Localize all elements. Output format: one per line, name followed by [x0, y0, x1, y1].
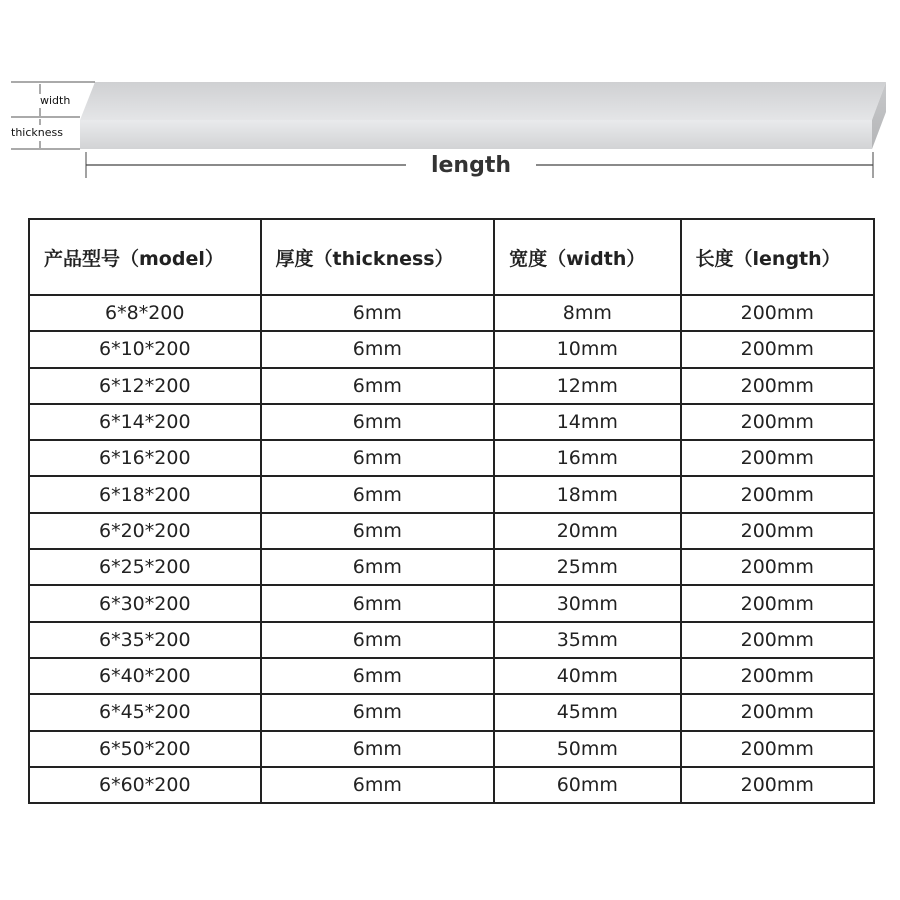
cell-width: 10mm	[494, 331, 680, 367]
cell-length: 200mm	[681, 731, 874, 767]
bar-top-face	[80, 82, 886, 120]
dimension-diagram	[0, 0, 900, 200]
cell-model: 6*12*200	[29, 368, 261, 404]
bar-front-face	[80, 120, 872, 149]
cell-width: 25mm	[494, 549, 680, 585]
cell-model: 6*45*200	[29, 694, 261, 730]
table-row	[29, 622, 874, 658]
cell-width: 45mm	[494, 694, 680, 730]
cell-length: 200mm	[681, 767, 874, 803]
cell-thickness: 6mm	[261, 731, 495, 767]
cell-model: 6*50*200	[29, 731, 261, 767]
table-row	[29, 658, 874, 694]
cell-width: 50mm	[494, 731, 680, 767]
cell-model: 6*40*200	[29, 658, 261, 694]
cell-thickness: 6mm	[261, 476, 495, 512]
cell-model: 6*18*200	[29, 476, 261, 512]
width-label: width	[40, 94, 71, 107]
cell-thickness: 6mm	[261, 295, 495, 331]
length-label: length	[406, 153, 536, 179]
cell-width: 35mm	[494, 622, 680, 658]
cell-thickness: 6mm	[261, 368, 495, 404]
table-row	[29, 767, 874, 803]
cell-thickness: 6mm	[261, 404, 495, 440]
table-row	[29, 368, 874, 404]
table-row	[29, 731, 874, 767]
cell-width: 16mm	[494, 440, 680, 476]
cell-length: 200mm	[681, 440, 874, 476]
cell-thickness: 6mm	[261, 767, 495, 803]
cell-thickness: 6mm	[261, 658, 495, 694]
table-row	[29, 549, 874, 585]
cell-length: 200mm	[681, 585, 874, 621]
cell-width: 30mm	[494, 585, 680, 621]
cell-thickness: 6mm	[261, 440, 495, 476]
cell-model: 6*16*200	[29, 440, 261, 476]
header-width: 宽度（width）	[494, 219, 680, 295]
table-row	[29, 694, 874, 730]
cell-model: 6*14*200	[29, 404, 261, 440]
cell-length: 200mm	[681, 404, 874, 440]
table-row	[29, 585, 874, 621]
cell-length: 200mm	[681, 658, 874, 694]
cell-length: 200mm	[681, 513, 874, 549]
cell-width: 60mm	[494, 767, 680, 803]
cell-width: 14mm	[494, 404, 680, 440]
table-row	[29, 476, 874, 512]
header-model: 产品型号（model）	[29, 219, 261, 295]
table-body	[29, 295, 874, 803]
table-row	[29, 440, 874, 476]
cell-model: 6*10*200	[29, 331, 261, 367]
table-row	[29, 513, 874, 549]
thickness-label: thickness	[11, 126, 63, 139]
cell-length: 200mm	[681, 622, 874, 658]
cell-model: 6*35*200	[29, 622, 261, 658]
spec-table	[28, 218, 875, 804]
cell-length: 200mm	[681, 331, 874, 367]
cell-model: 6*60*200	[29, 767, 261, 803]
cell-length: 200mm	[681, 368, 874, 404]
cell-width: 20mm	[494, 513, 680, 549]
cell-model: 6*8*200	[29, 295, 261, 331]
table-row	[29, 295, 874, 331]
cell-model: 6*25*200	[29, 549, 261, 585]
cell-width: 40mm	[494, 658, 680, 694]
table-row	[29, 404, 874, 440]
table-row	[29, 331, 874, 367]
cell-length: 200mm	[681, 549, 874, 585]
header-length: 长度（length）	[681, 219, 874, 295]
cell-thickness: 6mm	[261, 585, 495, 621]
cell-width: 8mm	[494, 295, 680, 331]
cell-thickness: 6mm	[261, 513, 495, 549]
cell-length: 200mm	[681, 476, 874, 512]
cell-length: 200mm	[681, 694, 874, 730]
cell-width: 12mm	[494, 368, 680, 404]
cell-width: 18mm	[494, 476, 680, 512]
cell-model: 6*20*200	[29, 513, 261, 549]
cell-model: 6*30*200	[29, 585, 261, 621]
cell-thickness: 6mm	[261, 549, 495, 585]
header-thickness: 厚度（thickness）	[261, 219, 495, 295]
cell-thickness: 6mm	[261, 331, 495, 367]
cell-thickness: 6mm	[261, 622, 495, 658]
table-header-row	[29, 219, 874, 295]
cell-thickness: 6mm	[261, 694, 495, 730]
cell-length: 200mm	[681, 295, 874, 331]
